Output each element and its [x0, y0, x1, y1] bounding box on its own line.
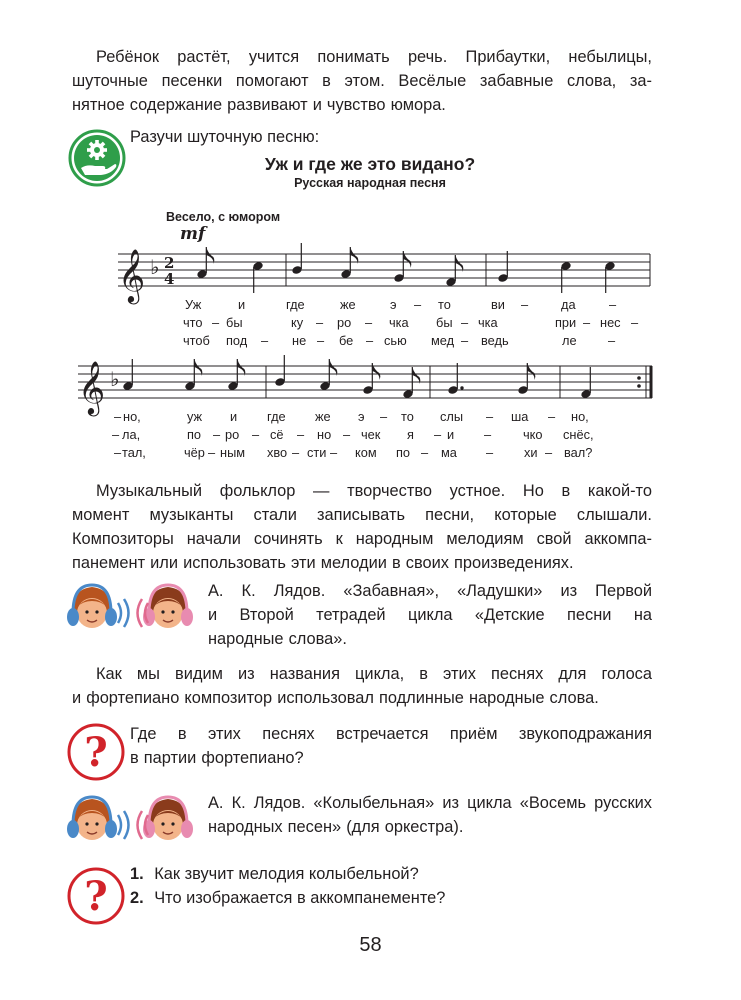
- question-icon: [66, 866, 126, 931]
- cycle-note-line-2: и фортепиано композитор использовал подлинные народные слова.: [72, 689, 599, 707]
- lyric-syllable: –: [212, 315, 220, 330]
- question-1-line-1: Где в этих песнях встречается приём звукоподражания: [130, 725, 652, 743]
- song-subtitle: Русская народная песня: [294, 176, 446, 190]
- lyric-syllable: –: [486, 409, 494, 424]
- lyric-syllable: мед: [431, 333, 455, 348]
- music-note: [227, 359, 245, 391]
- lyric-syllable: –: [365, 315, 373, 330]
- lyric-syllable: –: [414, 297, 422, 312]
- lyric-syllable: ком: [355, 445, 377, 460]
- treble-clef-icon: 𝄞: [118, 248, 146, 302]
- lyric-syllable: –: [297, 427, 305, 442]
- svg-text:2: 2: [164, 254, 175, 272]
- tempo-marking: Весело, с юмором: [166, 210, 281, 224]
- lyric-syllable: ро: [337, 315, 352, 330]
- lyric-syllable: уж: [187, 409, 203, 424]
- svg-text:?: ?: [84, 873, 108, 920]
- music-note: [580, 367, 591, 399]
- lyric-syllable: при: [555, 315, 577, 330]
- lyric-syllable: снёс,: [563, 427, 594, 442]
- task-instruction: Разучи шуточную песню:: [130, 128, 320, 146]
- lyric-syllable: э: [358, 409, 365, 424]
- lyric-syllable: –: [609, 297, 617, 312]
- lyric-syllable: –: [366, 333, 374, 348]
- lyric-syllable: –: [261, 333, 269, 348]
- question-2-item-2-text: Что изображается в аккомпанементе?: [154, 889, 446, 907]
- lyric-syllable: чко: [523, 427, 543, 442]
- lyric-syllable: –: [317, 333, 325, 348]
- question-2-item-1: [130, 862, 445, 886]
- lyric-syllable: сью: [384, 333, 407, 348]
- lyric-syllable: ро: [225, 427, 240, 442]
- lyric-syllable: чка: [389, 315, 409, 330]
- lyric-syllable: по: [396, 445, 411, 460]
- lyric-syllable: –: [343, 427, 351, 442]
- lyric-syllable: что: [183, 315, 203, 330]
- page-number: 58: [359, 934, 382, 956]
- folklore-line-4: панемент или использовать эти мелодии в своих произведениях.: [72, 554, 574, 572]
- lyric-syllable: бы: [436, 315, 453, 330]
- intro-line-1: Ребёнок растёт, учится понимать речь. Прибаутки, небылицы,: [96, 48, 652, 66]
- lyric-syllable: бе: [339, 333, 354, 348]
- lyric-syllable: –: [114, 445, 122, 460]
- svg-text:?: ?: [84, 729, 108, 776]
- lyric-syllable: но,: [123, 409, 141, 424]
- listen-1-line-1: А. К. Лядов. «Забавная», «Ладушки» из Первой: [208, 582, 652, 600]
- lyric-syllable: сё: [270, 427, 284, 442]
- lyric-syllable: Уж: [185, 297, 202, 312]
- lyric-syllable: то: [438, 297, 451, 312]
- children-headphones-icon: [66, 581, 196, 644]
- lyric-syllable: вал?: [564, 445, 593, 460]
- folklore-line-3: Композиторы начали сочинять к народным мелодиям свой аккомпа-: [72, 530, 652, 548]
- music-note: [274, 355, 285, 387]
- lyric-syllable: ви: [491, 297, 505, 312]
- lyric-syllable: –: [112, 427, 120, 442]
- treble-clef-icon: 𝄞: [78, 360, 106, 414]
- listen-1-line-3: народные слова».: [208, 630, 347, 648]
- music-note: [184, 359, 202, 391]
- lyric-syllable: ле: [562, 333, 577, 348]
- listen-2-text: [208, 791, 652, 839]
- lyric-syllable: –: [583, 315, 591, 330]
- song-title: Уж и где же это видано?: [264, 154, 476, 174]
- lyric-syllable: да: [561, 297, 576, 312]
- listen-1-text: [208, 579, 652, 651]
- lyric-syllable: и: [447, 427, 455, 442]
- question-2-item-1-num: 1.: [130, 865, 144, 883]
- cycle-note-paragraph: [72, 662, 652, 710]
- lyric-syllable: же: [340, 297, 356, 312]
- lyric-syllable: –: [208, 445, 216, 460]
- lyric-syllable: –: [461, 333, 469, 348]
- lyric-syllable: –: [114, 409, 122, 424]
- folklore-line-1: Музыкальный фольклор — творчество устное. Но в какой-то: [96, 482, 652, 500]
- lyric-syllable: сти: [307, 445, 327, 460]
- lyric-syllable: –: [330, 445, 338, 460]
- lyric-syllable: где: [267, 409, 286, 424]
- lyric-syllable: ку: [291, 315, 304, 330]
- lyric-syllable: чёр: [184, 445, 205, 460]
- listen-2-line-1: А. К. Лядов. «Колыбельная» из цикла «Восемь русских: [208, 794, 652, 812]
- lyric-syllable: –: [608, 333, 616, 348]
- lyric-syllable: ведь: [481, 333, 509, 348]
- lyric-syllable: –: [461, 315, 469, 330]
- music-note: [122, 359, 133, 391]
- lyric-syllable: –: [316, 315, 324, 330]
- lyric-syllable: ша: [511, 409, 529, 424]
- lyric-syllable: не: [292, 333, 307, 348]
- question-2-list: [130, 862, 445, 910]
- folklore-line-2: момент музыканты стали записывать песни, которые слышали.: [72, 506, 652, 524]
- lyric-syllable: чтоб: [183, 333, 210, 348]
- lyric-syllable: чек: [361, 427, 381, 442]
- lyric-syllable: э: [390, 297, 397, 312]
- lyric-syllable: и: [230, 409, 238, 424]
- flat-sign-icon: ♭: [150, 255, 160, 279]
- listen-2-line-2: народных песен» (для оркестра).: [208, 818, 464, 836]
- dynamic-marking: mf: [180, 224, 206, 244]
- lyric-syllable: ным: [220, 445, 246, 460]
- lyric-syllable: –: [545, 445, 553, 460]
- lyric-syllable: –: [252, 427, 260, 442]
- lyric-syllable: под: [226, 333, 248, 348]
- folklore-paragraph: [72, 479, 652, 575]
- question-1-text: [130, 722, 652, 770]
- flat-sign-icon: ♭: [110, 367, 120, 391]
- music-note: [402, 367, 420, 399]
- lyric-syllable: хи: [524, 445, 538, 460]
- lyric-syllable: ла,: [122, 427, 141, 442]
- intro-line-3: нятное содержание развивают и чувство юмора.: [72, 96, 446, 114]
- lyric-syllable: –: [631, 315, 639, 330]
- lyric-syllable: хво: [267, 445, 288, 460]
- cycle-note-line-1: Как мы видим из названия цикла, в этих песнях для голоса: [96, 665, 652, 683]
- listen-1-line-2: и Второй тетрадей цикла «Детские песни на: [208, 606, 652, 624]
- question-2-item-2-num: 2.: [130, 889, 144, 907]
- lyric-syllable: –: [521, 297, 529, 312]
- lyric-syllable: ма: [441, 445, 457, 460]
- music-note: [319, 359, 337, 391]
- lyric-syllable: бы: [226, 315, 243, 330]
- lyric-syllable: –: [213, 427, 221, 442]
- question-2-item-2: [130, 886, 445, 910]
- svg-text:4: 4: [164, 270, 175, 288]
- lyric-syllable: тал,: [122, 445, 146, 460]
- lyric-syllable: но: [317, 427, 332, 442]
- lyric-syllable: и: [238, 297, 246, 312]
- lyric-syllable: же: [315, 409, 331, 424]
- lyric-syllable: слы: [440, 409, 464, 424]
- lyric-syllable: я: [407, 427, 414, 442]
- question-1-line-2: в партии фортепиано?: [130, 749, 304, 767]
- lyric-syllable: где: [286, 297, 305, 312]
- lyric-syllable: –: [434, 427, 442, 442]
- lyric-syllable: нес: [600, 315, 621, 330]
- lyric-syllable: –: [421, 445, 429, 460]
- question-2-item-1-text: Как звучит мелодия колыбельной?: [154, 865, 419, 883]
- lyric-syllable: но,: [571, 409, 589, 424]
- lyric-syllable: то: [401, 409, 414, 424]
- lyric-syllable: по: [187, 427, 202, 442]
- lyric-syllable: чка: [478, 315, 498, 330]
- lyric-syllable: –: [380, 409, 388, 424]
- children-headphones-icon: [66, 793, 196, 856]
- lyric-syllable: –: [292, 445, 300, 460]
- intro-line-2: шуточные песенки помогают в этом. Весёлые забавные слова, за-: [72, 72, 652, 90]
- lyric-syllable: –: [484, 427, 492, 442]
- lyric-syllable: –: [486, 445, 494, 460]
- lyric-syllable: –: [548, 409, 556, 424]
- question-icon: [66, 722, 126, 787]
